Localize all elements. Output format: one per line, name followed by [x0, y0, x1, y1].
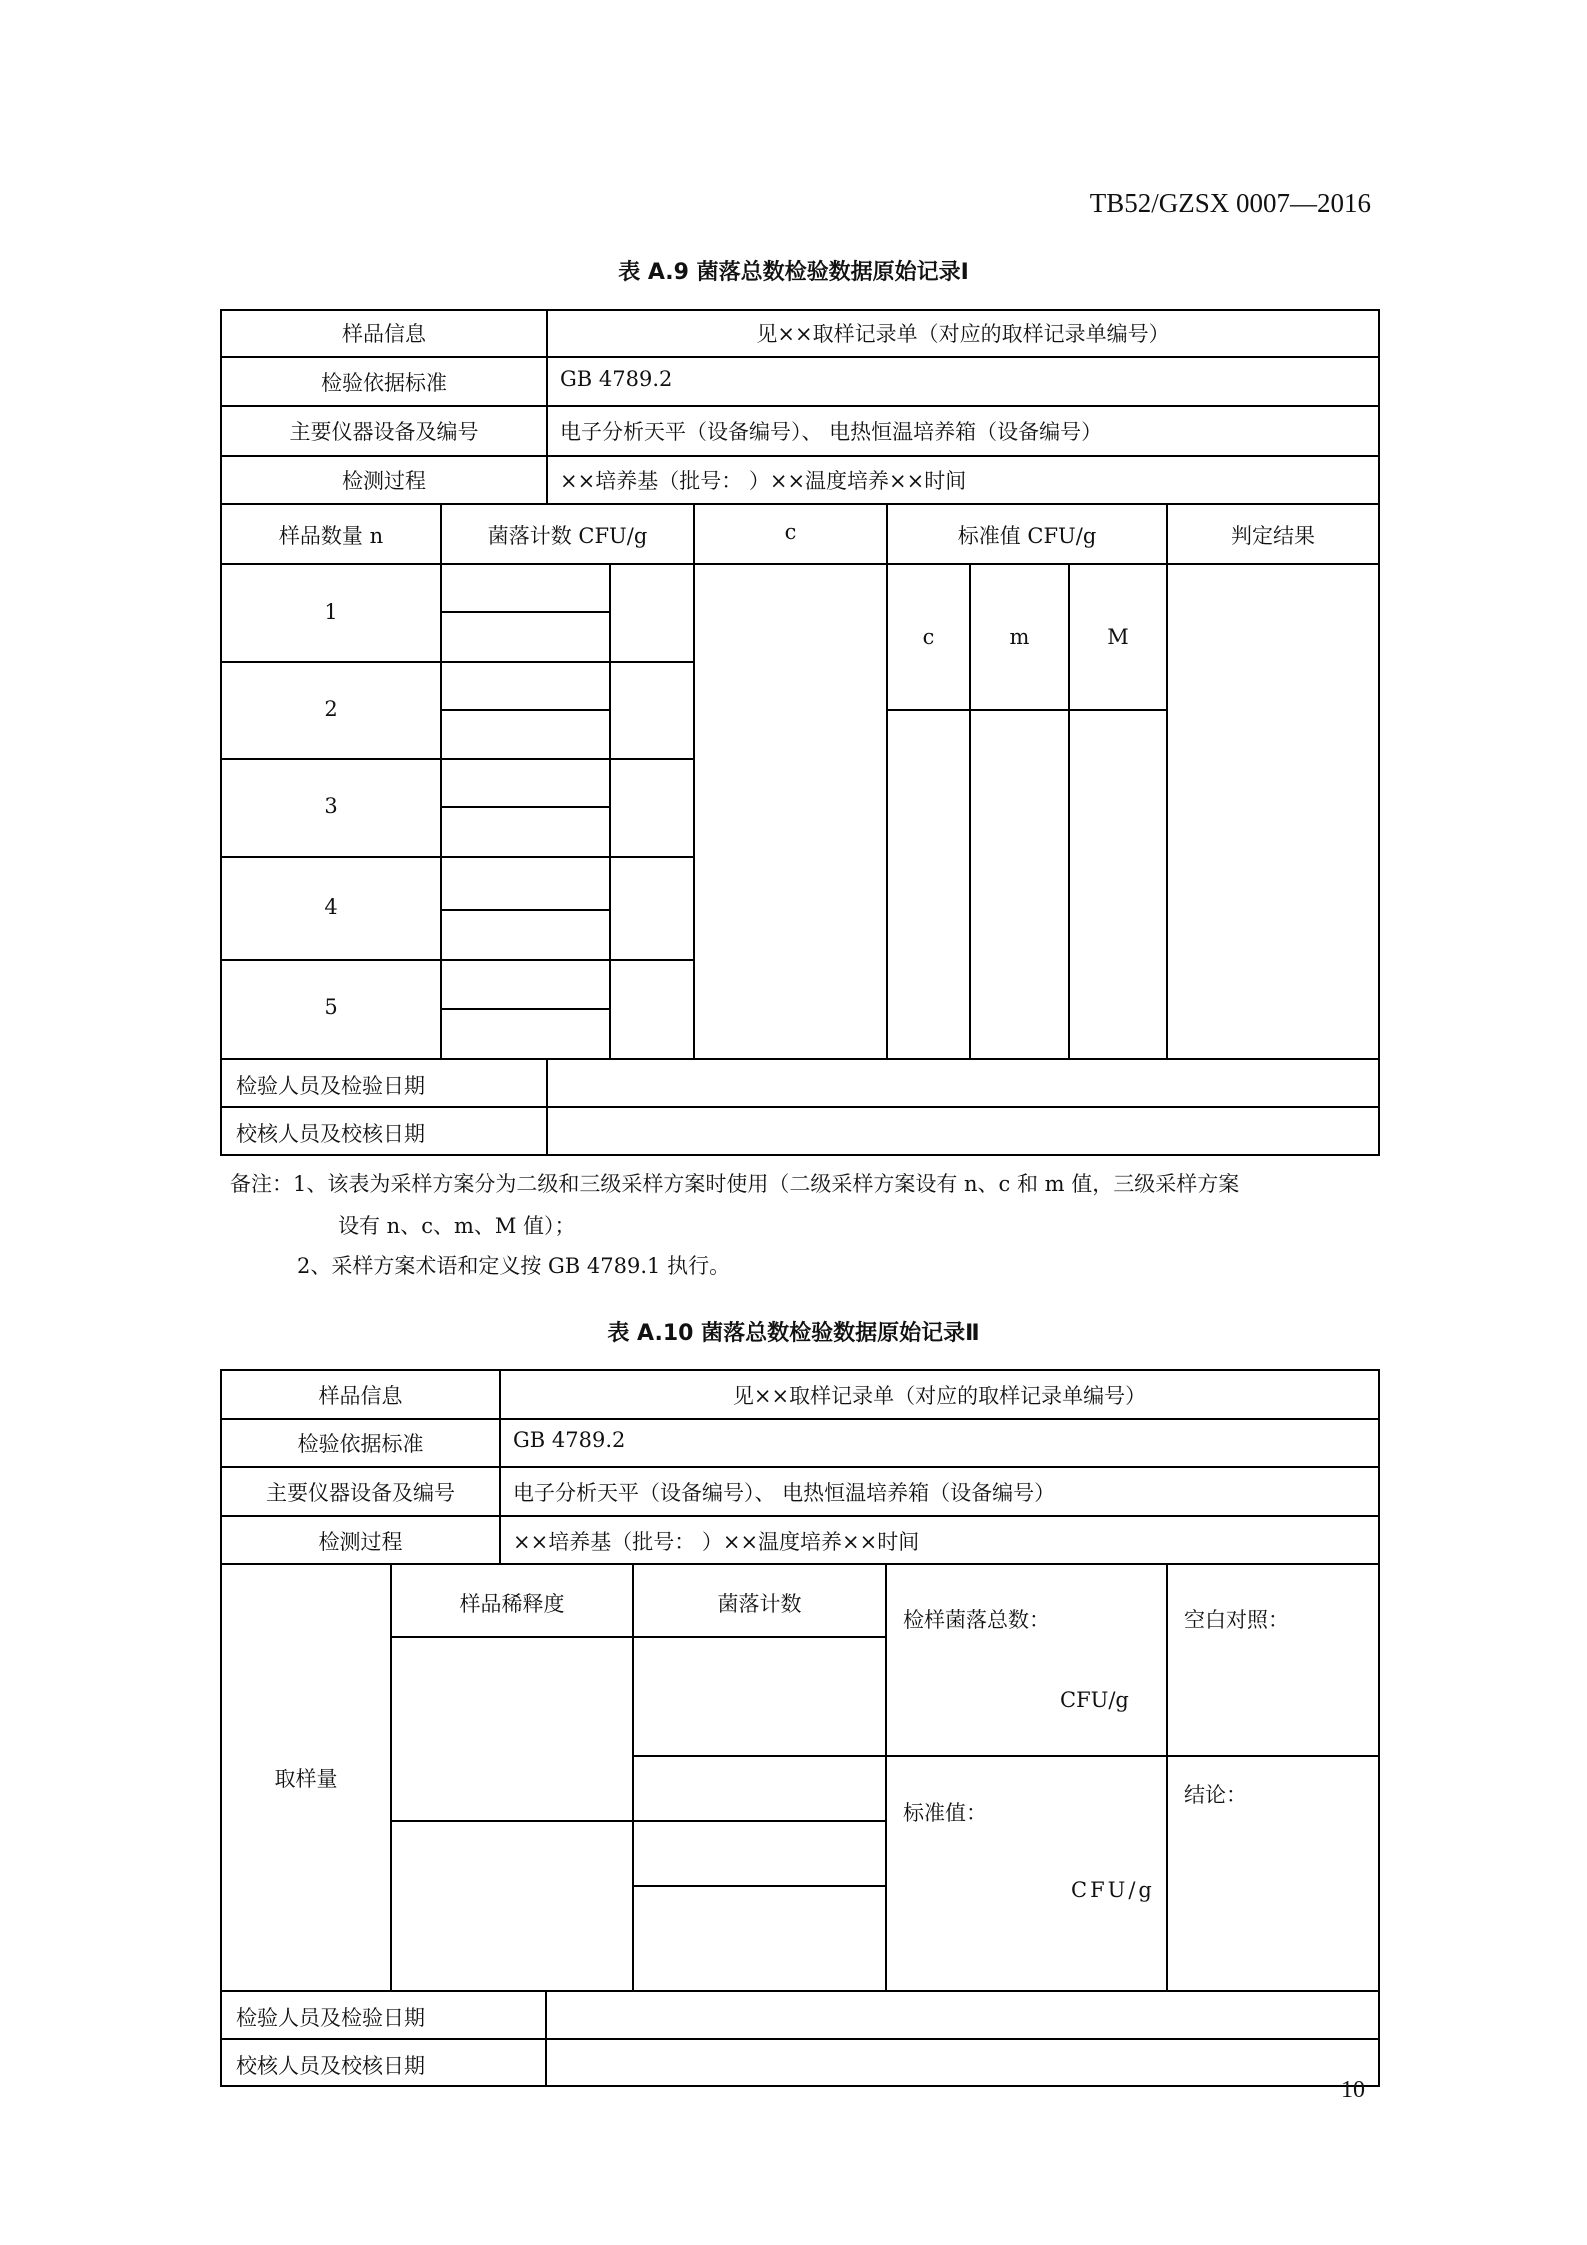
t2-process-label: 检测过程 — [318, 1530, 403, 1554]
table2-title: 表 A.10 菌落总数检验数据原始记录Ⅱ — [607, 1321, 980, 1346]
t1-process-label: 检测过程 — [342, 469, 426, 493]
t1-std-c: c — [922, 625, 935, 649]
t2-sample-info-value: 见××取样记录单（对应的取样记录单编号） — [732, 1384, 1147, 1408]
t2-checker-label: 校核人员及校核日期 — [236, 2054, 425, 2078]
t1-sample-3: 3 — [324, 794, 338, 818]
t1-std-m: m — [1009, 625, 1030, 649]
t1-sample-2: 2 — [324, 697, 338, 721]
note-line-2: 设有 n、c、m、M 值）； — [338, 1214, 576, 1238]
t2-inspector-label: 检验人员及检验日期 — [236, 2006, 425, 2030]
t2-dilution-header: 样品稀释度 — [459, 1592, 565, 1616]
t1-col-standard-value: 标准值 CFU/g — [957, 524, 1097, 548]
note-line-1: 备注：1、该表为采样方案分为二级和三级采样方案时使用（二级采样方案设有 n、c 和 m 值，三级采样方案 — [230, 1172, 1240, 1196]
t1-col-result: 判定结果 — [1231, 524, 1315, 548]
t1-sample-info-value: 见××取样记录单（对应的取样记录单编号） — [756, 322, 1170, 346]
t2-sampling-amount: 取样量 — [274, 1767, 338, 1791]
t1-sample-5: 5 — [324, 995, 338, 1019]
t1-standard-label: 检验依据标准 — [321, 371, 447, 395]
t1-sample-4: 4 — [324, 895, 338, 919]
t2-standard-value: GB 4789.2 — [513, 1428, 626, 1452]
note-line-3: 2、采样方案术语和定义按 GB 4789.1 执行。 — [297, 1254, 731, 1278]
t1-sample-info-label: 样品信息 — [342, 322, 426, 346]
t2-standard-value-label: 标准值： — [903, 1801, 987, 1825]
table1-title: 表 A.9 菌落总数检验数据原始记录Ⅰ — [618, 260, 969, 285]
t1-col-sample-count: 样品数量 n — [278, 524, 384, 548]
t1-standard-value: GB 4789.2 — [560, 367, 673, 391]
t2-blank-control-label: 空白对照： — [1184, 1608, 1289, 1632]
t1-instruments-label: 主要仪器设备及编号 — [289, 420, 479, 444]
t1-inspector-label: 检验人员及检验日期 — [236, 1074, 425, 1098]
t2-standard-value-unit: CFU/g — [1071, 1878, 1155, 1902]
document-code: TB52/GZSX 0007—2016 — [1089, 188, 1371, 218]
t2-standard-label: 检验依据标准 — [297, 1432, 424, 1456]
t1-process-value: ××培养基（批号： ）××温度培养××时间 — [560, 469, 967, 493]
t2-conclusion-label: 结论： — [1184, 1783, 1247, 1807]
t2-sample-info-label: 样品信息 — [318, 1384, 403, 1408]
t1-col-c: c — [784, 520, 797, 544]
t1-instruments-value: 电子分析天平（设备编号）、 电热恒温培养箱（设备编号） — [560, 420, 1103, 444]
t1-std-M: M — [1107, 625, 1129, 649]
t1-checker-label: 校核人员及校核日期 — [236, 1122, 425, 1146]
t2-total-count-label: 检样菌落总数： — [903, 1608, 1050, 1632]
t2-total-count-unit: CFU/g — [1060, 1688, 1129, 1712]
t2-instruments-value: 电子分析天平（设备编号）、 电热恒温培养箱（设备编号） — [513, 1481, 1056, 1505]
t2-process-value: ××培养基（批号： ）××温度培养××时间 — [513, 1530, 920, 1554]
t2-instruments-label: 主要仪器设备及编号 — [266, 1481, 455, 1505]
page-number: 10 — [1341, 2077, 1365, 2103]
t2-colony-count-header: 菌落计数 — [717, 1592, 802, 1616]
t1-sample-1: 1 — [324, 600, 338, 624]
t1-col-colony-count: 菌落计数 CFU/g — [487, 524, 648, 548]
